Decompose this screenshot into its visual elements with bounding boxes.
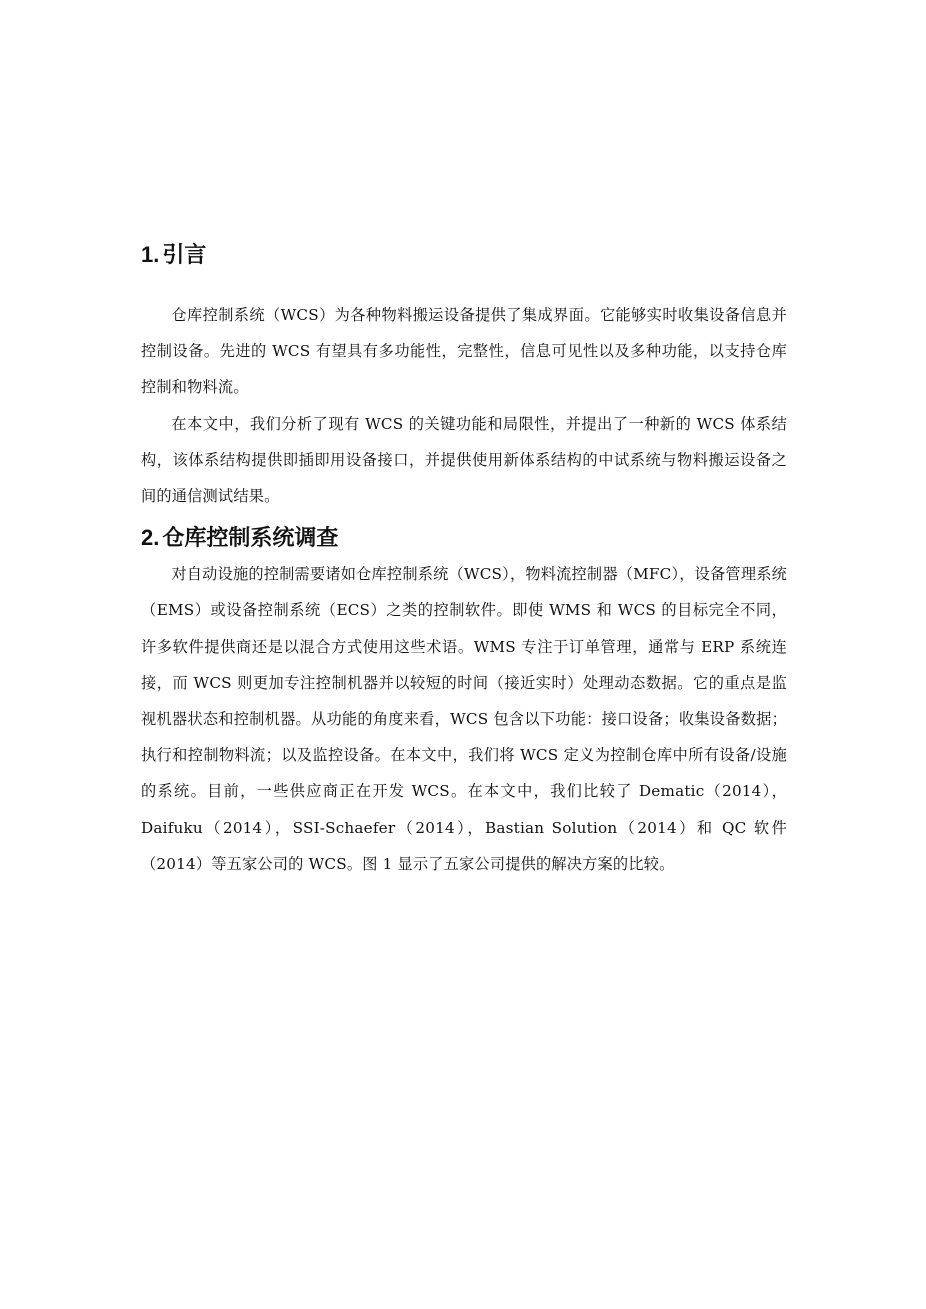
section-number: 1. (141, 242, 160, 267)
document-page (141, 238, 787, 882)
paragraph: 在本文中，我们分析了现有 WCS 的关键功能和局限性，并提出了一种新的 WCS 体系结构，该体系结构提供即插即用设备接口，并提供使用新体系结构的中试系统与物料搬运设备之间的通信测试结果。 (141, 414, 787, 506)
section-heading-introduction (141, 238, 787, 272)
paragraph: 仓库控制系统（WCS）为各种物料搬运设备提供了集成界面。它能够实时收集设备信息并控制设备。先进的 WCS 有望具有多功能性，完整性，信息可见性以及多种功能，以支持仓库控制和物料流。 (141, 306, 787, 397)
section-heading-wcs-survey (141, 521, 787, 555)
section-number: 2. (141, 525, 160, 551)
section-title: 仓库控制系统调查 (162, 525, 339, 551)
section-title: 引言 (162, 242, 207, 267)
paragraph: 对自动设施的控制需要诸如仓库控制系统（WCS），物料流控制器（MFC），设备管理系统（EMS）或设备控制系统（ECS）之类的控制软件。即使 WMS 和 WCS 的目标完全不同，许多软件提供商还是以混合方式使用这些术语。WMS 专注于订单管理，通常与 ERP 系统连接，而 WCS 则更加专注控制机器并以较短的时间（接近实时）处理动态数据。它的重点是监视机器状态和控制机器。从功能的角度来看，WCS 包含以下功能：接口设备；收集设备数据；执行和控制物料流；以及监控设备。在本文中，我们将 WCS 定义为控制仓库中所有设备/设施的系统。目前，一些供应商正在开发 WCS。在本文中，我们比较了 Dematic（2014），Daifuku（2014），SSI-Schaefer（2014），Bastian Solution（2014）和 QC 软件（2014）等五家公司的 WCS。图 1 显示了五家公司提供的解决方案的比较。 (141, 565, 787, 873)
